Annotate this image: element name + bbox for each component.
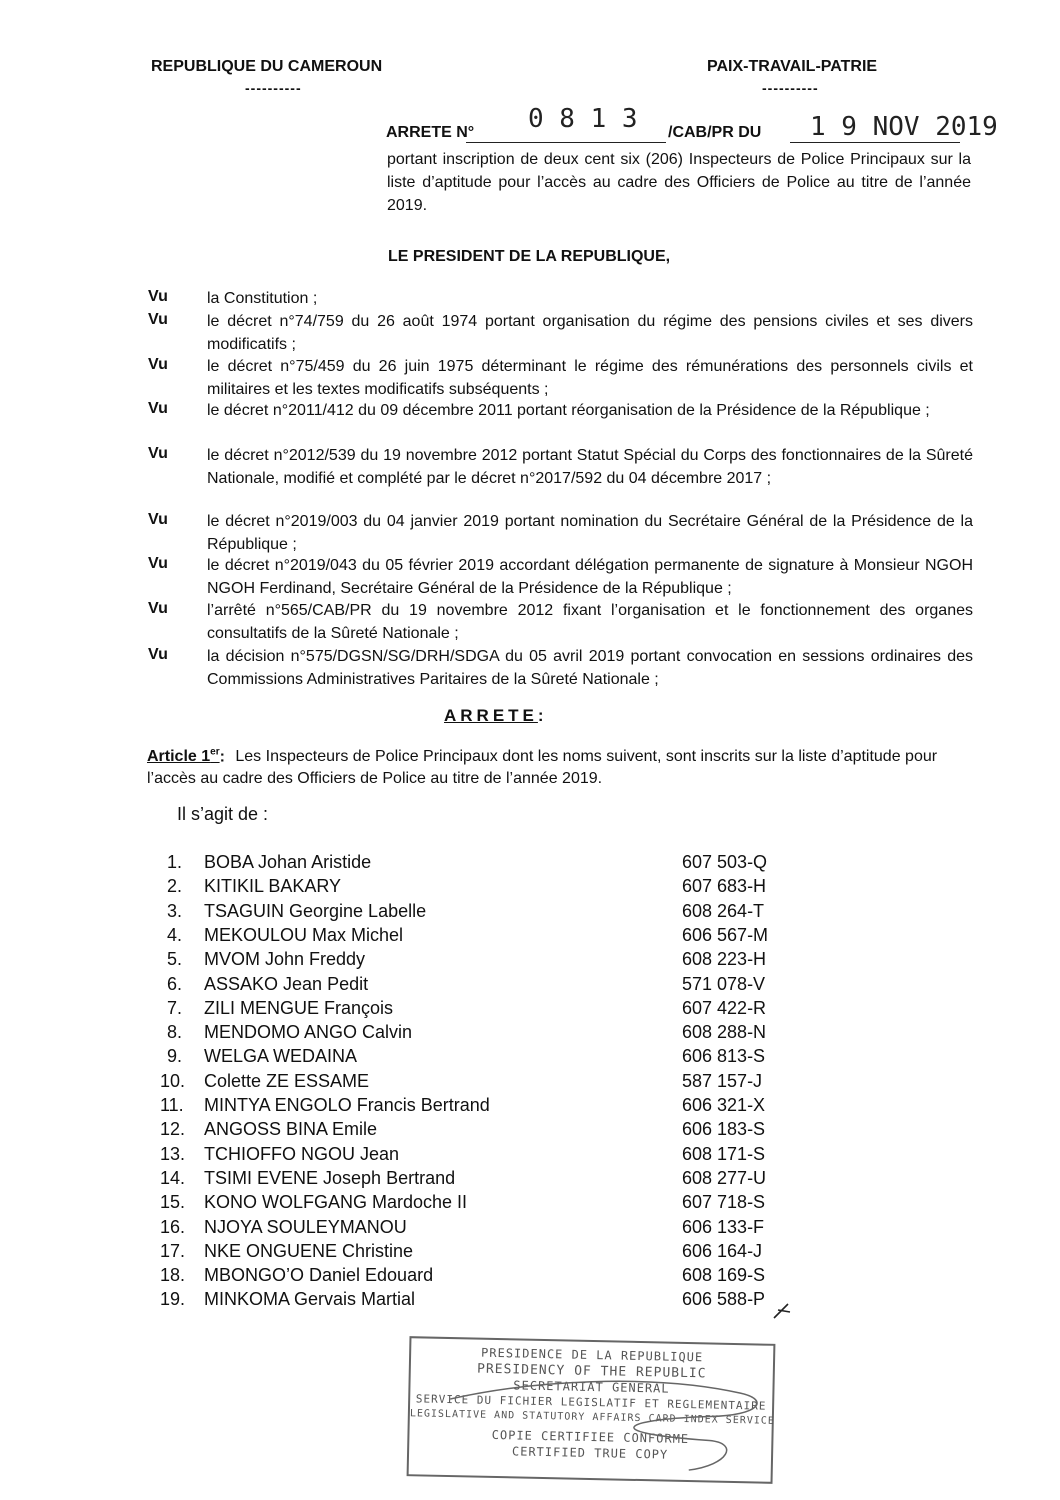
arrete-number-underline	[466, 142, 666, 143]
arrete-heading	[444, 706, 544, 726]
list-item-number: 3.	[166, 900, 182, 921]
list-item	[160, 974, 800, 998]
list-item-number: 18.	[160, 1265, 186, 1286]
list-item	[160, 901, 800, 925]
list-item-name: KITIKIL BAKARY	[204, 876, 342, 897]
stamp-line: COPIE CERTIFIEE CONFORME	[491, 1427, 690, 1447]
list-item-number: 8.	[166, 1022, 182, 1043]
list-item-name: MINKOMA Gervais Martial	[204, 1289, 416, 1310]
list-item-number: 9.	[166, 1046, 182, 1067]
vu-item: l’arrêté n°565/CAB/PR du 19 novembre 2012 fixant l’organisation et le fonctionnement des organes consultatifs de la Sûreté Nationale ;	[207, 602, 973, 642]
list-item-matricule: 607 683-H	[682, 876, 767, 897]
article-1-colon: :	[219, 748, 225, 766]
list-item-name: BOBA Johan Aristide	[204, 852, 372, 872]
list-item-number: 5.	[166, 949, 182, 970]
list-item-name: KONO WOLFGANG Mardoche II	[204, 1192, 468, 1213]
vu-label: Vu	[148, 600, 168, 617]
arrete-date-stamped: 1 9 NOV 2019	[810, 112, 998, 142]
vu-item: la décision n°575/DGSN/SG/DRH/SDGA du 05 avril 2019 portant convocation en sessions ordinaires des Commissions Administratives Paritaires de la Sûreté Nationale ;	[207, 648, 973, 688]
list-item-number: 6.	[166, 973, 182, 994]
list-item-name: ZILI MENGUE François	[204, 997, 394, 1018]
arrete-date-underline	[790, 142, 960, 143]
list-item	[160, 1265, 800, 1289]
list-item-matricule: 608 277-U	[682, 1167, 767, 1188]
list-item	[160, 1192, 800, 1216]
list-item-matricule: 607 718-S	[682, 1192, 766, 1213]
list-item-matricule: 606 321-X	[682, 1095, 766, 1115]
list-item-number: 7.	[166, 997, 182, 1018]
arrete-heading-colon: :	[537, 706, 544, 725]
article-1-label-text: Article 1	[147, 748, 211, 766]
list-item	[160, 1071, 800, 1095]
list-item	[160, 852, 800, 876]
stamp-line: CERTIFIED TRUE COPY	[511, 1444, 669, 1462]
list-item	[160, 925, 800, 949]
list-item	[160, 1289, 800, 1313]
list-item-matricule: 608 171-S	[682, 1143, 766, 1164]
stamp-signature-scribble	[409, 1338, 774, 1482]
arrete-subject: portant inscription de deux cent six (206) Inspecteurs de Police Principaux sur la liste d’aptitude pour l’accès au cadre des Officiers de Police au titre de l’année 2019.	[387, 151, 971, 214]
list-item	[160, 1046, 800, 1070]
list-item	[160, 1241, 800, 1265]
arrete-heading-word: ARRETE	[444, 706, 538, 725]
list-item-name: WELGA WEDAINA	[204, 1046, 358, 1067]
vu-label: Vu	[148, 311, 168, 328]
list-item-matricule: 606 133-F	[682, 1216, 765, 1237]
list-item	[160, 1168, 800, 1192]
vu-label: Vu	[148, 555, 168, 572]
list-item-matricule: 607 422-R	[682, 997, 767, 1018]
list-item-number: 10.	[160, 1070, 186, 1091]
arrete-cab-pr-label: /CAB/PR DU	[668, 124, 762, 141]
arrete-number-label: ARRETE N°	[386, 124, 475, 141]
list-item-name: Colette ZE ESSAME	[204, 1070, 370, 1091]
list-item-name: ASSAKO Jean Pedit	[204, 973, 369, 994]
header-separator-right: ----------	[762, 80, 819, 96]
list-item	[160, 1144, 800, 1168]
list-item-number: 16.	[160, 1216, 186, 1237]
vu-item: le décret n°2012/539 du 19 novembre 2012 portant Statut Spécial du Corps des fonctionnaires de la Sûreté Nationale, modifié et complété par le décret n°2017/592 du 04 décembre 2017 ;	[207, 447, 973, 487]
article-1-sup: er	[210, 747, 220, 758]
list-item-name: TSAGUIN Georgine Labelle	[204, 900, 427, 921]
vu-item: le décret n°75/459 du 26 juin 1975 déterminant le régime des rémunérations des personnels civils et militaires et les textes modificatifs subséquents ;	[207, 358, 973, 398]
vu-item: le décret n°2011/412 du 09 décembre 2011 portant réorganisation de la Présidence de la République ;	[207, 402, 930, 419]
list-item-name: NJOYA SOULEYMANOU	[204, 1216, 407, 1237]
list-item-name: NKE ONGUENE Christine	[204, 1240, 414, 1261]
country-name: REPUBLIQUE DU CAMEROUN	[151, 58, 383, 75]
list-item-matricule: 608 264-T	[682, 900, 765, 921]
list-item-matricule: 608 169-S	[682, 1265, 766, 1286]
vu-label: Vu	[148, 445, 168, 462]
list-item	[160, 949, 800, 973]
vu-label: Vu	[148, 646, 168, 663]
vu-item: le décret n°74/759 du 26 août 1974 portant organisation du régime des pensions civiles et ses divers modificatifs ;	[207, 313, 973, 353]
list-item	[160, 1119, 800, 1143]
stamp-line: PRESIDENCY OF THE REPUBLIC	[476, 1361, 707, 1382]
list-item-name: TSIMI EVENE Joseph Bertrand	[204, 1167, 456, 1188]
list-item-number: 2.	[166, 876, 182, 897]
vu-label: Vu	[148, 400, 168, 417]
list-item-matricule: 571 078-V	[682, 973, 766, 994]
list-item	[160, 1022, 800, 1046]
vu-label: Vu	[148, 288, 168, 305]
list-item-name: MBONGO’O Daniel Edouard	[204, 1265, 434, 1286]
list-item-number: 13.	[160, 1143, 186, 1164]
list-item-name: MINTYA ENGOLO Francis Bertrand	[204, 1095, 490, 1115]
list-item-name: MEKOULOU Max Michel	[204, 924, 404, 945]
list-item-matricule: 607 503-Q	[682, 852, 768, 872]
president-heading: LE PRESIDENT DE LA REPUBLIQUE,	[388, 248, 671, 265]
vu-item: le décret n°2019/043 du 05 février 2019 accordant délégation permanente de signature à Monsieur NGOH NGOH Ferdinand, Secrétaire Général de la Présidence de la République ;	[207, 557, 973, 597]
vu-item: la Constitution ;	[207, 290, 318, 307]
list-intro: Il s’agit de :	[177, 804, 269, 824]
list-item-matricule: 587 157-J	[682, 1070, 763, 1091]
list-item-number: 12.	[160, 1119, 186, 1140]
list-item-matricule: 606 164-J	[682, 1240, 763, 1261]
stamp-line: SECRETARIAT GENERAL	[513, 1378, 670, 1396]
list-item-number: 14.	[160, 1167, 186, 1188]
list-item-name: TCHIOFFO NGOU Jean	[204, 1143, 400, 1164]
stamp-line: PRESIDENCE DE LA REPUBLIQUE	[480, 1345, 704, 1365]
article-1-label	[147, 748, 220, 765]
list-item-matricule: 608 223-H	[682, 949, 767, 970]
list-item-matricule: 606 183-S	[682, 1119, 766, 1140]
list-item-number: 4.	[166, 924, 182, 945]
list-item-name: ANGOSS BINA Emile	[204, 1119, 378, 1140]
vu-label: Vu	[148, 511, 168, 528]
header-separator-left: ----------	[245, 80, 302, 96]
list-item	[160, 876, 800, 900]
list-item-number: 15.	[160, 1192, 186, 1213]
certified-copy-stamp	[407, 1336, 776, 1484]
list-item-matricule: 606 588-P	[682, 1289, 766, 1310]
article-1	[147, 742, 973, 790]
arrete-number-stamped: 0 8 1 3	[528, 104, 638, 134]
vu-item: le décret n°2019/003 du 04 janvier 2019 portant nomination du Secrétaire Général de la Présidence de la République ;	[207, 513, 973, 553]
list-item	[160, 1217, 800, 1241]
list-item-number: 11.	[160, 1095, 184, 1115]
list-item-name: MENDOMO ANGO Calvin	[204, 1022, 413, 1043]
list-item-number: 17.	[160, 1240, 186, 1261]
list-item-number: 19.	[160, 1289, 186, 1310]
article-1-text: Les Inspecteurs de Police Principaux dont les noms suivent, sont inscrits sur la liste d’aptitude pour l’accès au cadre des Officiers de Police au titre de l’année 2019.	[147, 748, 938, 788]
list-item-matricule: 606 567-M	[682, 924, 769, 945]
national-motto: PAIX-TRAVAIL-PATRIE	[707, 58, 878, 75]
stamp-line: SERVICE DU FICHIER LEGISLATIF ET REGLEMENTAIRE	[415, 1392, 767, 1413]
list-item-matricule: 608 288-N	[682, 1022, 767, 1043]
vu-label: Vu	[148, 356, 168, 373]
list-item	[160, 1095, 800, 1119]
stamp-line: LEGISLATIVE AND STATUTORY AFFAIRS CARD INDEX SERVICE	[409, 1408, 775, 1427]
list-item	[160, 998, 800, 1022]
initial-mark-icon	[770, 1298, 794, 1322]
list-item-matricule: 606 813-S	[682, 1046, 766, 1067]
list-item-number: 1.	[166, 852, 182, 872]
list-item-name: MVOM John Freddy	[204, 949, 366, 970]
